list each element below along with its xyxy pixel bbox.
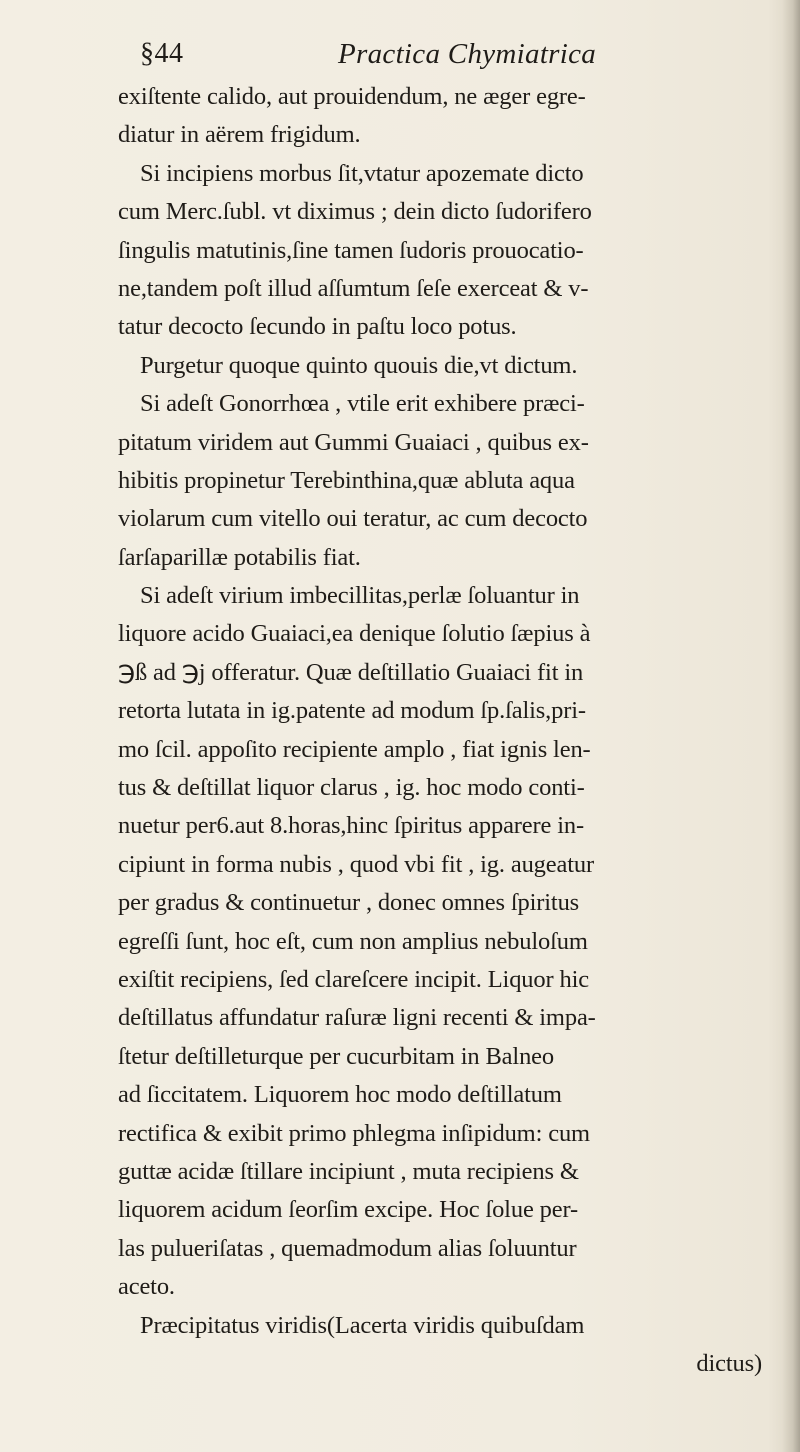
text-line: retorta lutata in ig.patente ad modum ſp.ſalis,pri- bbox=[118, 697, 586, 725]
text-line: hibitis propinetur Terebinthina,quæ abluta aqua bbox=[118, 466, 575, 494]
text-line: per gradus & continuetur , donec omnes ſpiritus bbox=[118, 889, 580, 917]
text-line: Præcipitatus viridis(Lacerta viridis quibuſdam bbox=[140, 1311, 585, 1339]
text-line: ℈ß ad ℈j offeratur. Quæ deſtillatio Guaiaci fit in bbox=[118, 658, 584, 686]
text-line: violarum cum vitello oui teratur, ac cum decocto bbox=[118, 505, 588, 533]
text-line: deſtillatus affundatur raſuræ ligni recenti & impa- bbox=[118, 1004, 596, 1032]
catchword: dictus) bbox=[696, 1349, 762, 1377]
text-line: tatur decocto ſecundo in paſtu loco potus. bbox=[118, 313, 517, 341]
text-line: ſarſaparillæ potabilis fiat. bbox=[118, 543, 361, 571]
text-line: Si incipiens morbus ſit,vtatur apozemate dicto bbox=[140, 159, 584, 187]
text-line: ne,tandem poſt illud aſſumtum ſeſe exerceat & v- bbox=[118, 274, 589, 302]
text-line: cipiunt in forma nubis , quod vbi fit , ig. augeatur bbox=[118, 850, 594, 878]
text-line: ſingulis matutinis,ſine tamen ſudoris prouocatio- bbox=[118, 236, 584, 264]
text-line: aceto. bbox=[118, 1273, 175, 1301]
text-line: ſtetur deſtilleturque per cucurbitam in Balneo bbox=[118, 1042, 554, 1070]
text-line: Si adeſt Gonorrhœa , vtile erit exhibere præci- bbox=[140, 390, 585, 418]
text-line: diatur in aërem frigidum. bbox=[118, 121, 361, 149]
text-line: liquore acido Guaiaci,ea denique ſolutio ſæpius à bbox=[118, 620, 591, 648]
text-line: las pulueriſatas , quemadmodum alias ſoluuntur bbox=[118, 1234, 577, 1262]
text-line: liquorem acidum ſeorſim excipe. Hoc ſolue per- bbox=[118, 1196, 578, 1224]
text-line: guttæ acidæ ſtillare incipiunt , muta recipiens & bbox=[118, 1157, 579, 1185]
text-line: pitatum viridem aut Gummi Guaiaci , quibus ex- bbox=[118, 428, 589, 456]
running-title: Practica Chymiatrica bbox=[338, 38, 597, 70]
text-line: exiſtit recipiens, ſed clareſcere incipit. Liquor hic bbox=[118, 965, 589, 993]
text-line: nuetur per6.aut 8.horas,hinc ſpiritus apparere in- bbox=[118, 812, 585, 840]
body-text bbox=[118, 78, 790, 1383]
text-line: exiſtente calido, aut prouidendum, ne æger egre- bbox=[118, 83, 586, 110]
page-number: §44 bbox=[140, 38, 184, 69]
text-line: Si adeſt virium imbecillitas,perlæ ſoluantur in bbox=[140, 582, 580, 610]
text-line: Purgetur quoque quinto quouis die,vt dictum. bbox=[140, 351, 578, 379]
text-line: rectifica & exibit primo phlegma inſipidum: cum bbox=[118, 1119, 590, 1147]
text-line: cum Merc.ſubl. vt diximus ; dein dicto ſudorifero bbox=[118, 198, 592, 226]
text-line: ad ſiccitatem. Liquorem hoc modo deſtillatum bbox=[118, 1081, 562, 1109]
text-line: mo ſcil. appoſito recipiente amplo , fiat ignis len- bbox=[118, 735, 591, 763]
text-line: egreſſi ſunt, hoc eſt, cum non amplius nebuloſum bbox=[118, 927, 588, 955]
text-line: tus & deſtillat liquor clarus , ig. hoc modo conti- bbox=[118, 774, 585, 802]
